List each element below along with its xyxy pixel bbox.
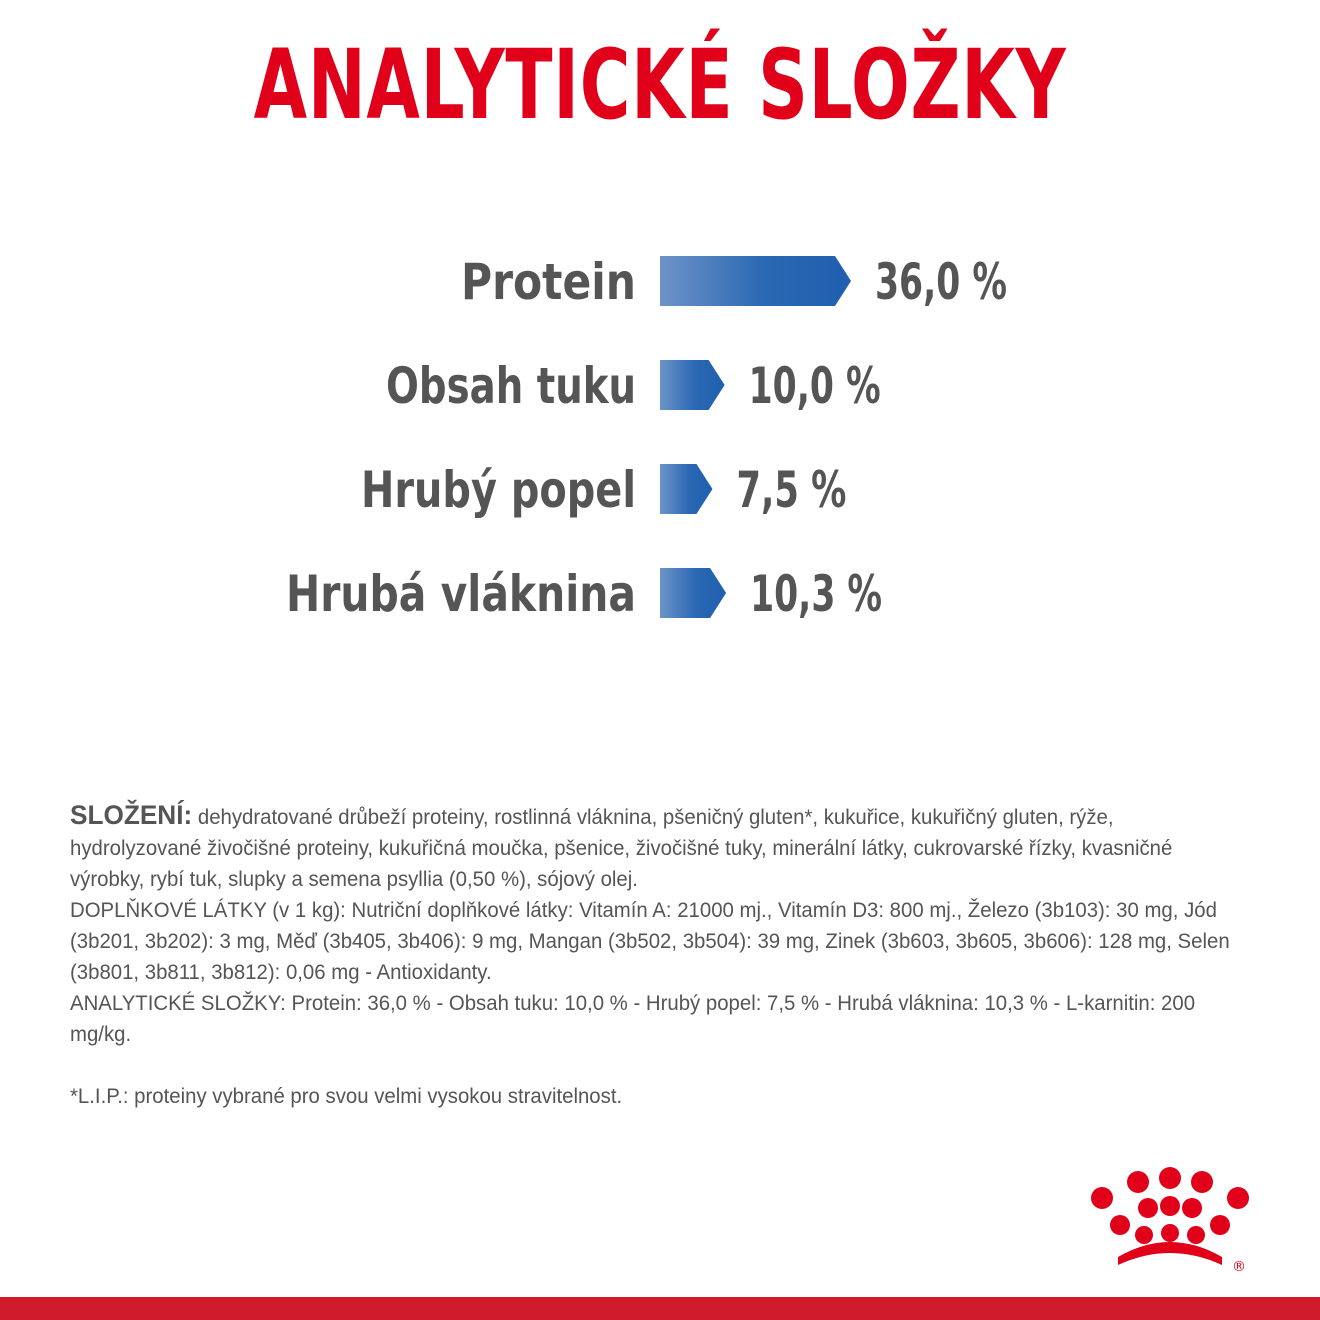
bar-value-label: 10,3 % bbox=[750, 565, 883, 623]
footnote-text: *L.I.P.: proteiny vybrané pro svou velmi vysokou stravitelnost. bbox=[70, 1085, 623, 1108]
ingredients-paragraph bbox=[70, 800, 1234, 895]
crown-icon bbox=[1080, 1165, 1260, 1275]
bar bbox=[660, 256, 851, 306]
bar-value-label: 36,0 % bbox=[875, 253, 1007, 311]
bar-label: Hrubá vláknina bbox=[286, 565, 636, 623]
page-title: ANALYTICKÉ SLOŽKY bbox=[253, 29, 1067, 141]
bar bbox=[660, 464, 712, 514]
composition-block bbox=[70, 800, 1234, 1112]
bar-label: Hrubý popel bbox=[361, 461, 636, 519]
bottom-bar bbox=[0, 1297, 1320, 1320]
bar-label: Obsah tuku bbox=[386, 357, 636, 415]
bar-value-label: 7,5 % bbox=[736, 461, 847, 519]
bar-label: Protein bbox=[461, 253, 636, 311]
additives-text: DOPLŇKOVÉ LÁTKY (v 1 kg): Nutriční doplňkové látky: Vitamín A: 21000 mj., Vitamín D3: 800 mj., Železo (3b103): 30 mg, Jód (3b201, 3b202): 3 mg, Měď (3b405, 3b406): 9 mg, Mangan (3b502, 3b504): 39 mg, Zinek (3b603, 3b605, 3b606): 128 mg, Selen (3b801, 3b811, 3b812): 0,06 mg - Antioxidanty. bbox=[70, 899, 1230, 984]
bar-value-label: 10,0 % bbox=[748, 357, 881, 415]
bar bbox=[660, 568, 726, 618]
registered-mark: ® bbox=[1232, 1259, 1246, 1275]
ingredients-text: dehydratované drůbeží proteiny, rostlinná vláknina, pšeničný gluten*, kukuřice, kukuřičný gluten, rýže, hydrolyzované živočišné proteiny, kukuřičná moučka, pšenice, živočišné tuky, minerální látky, cukrovarské řízky, kvasničné výrobky, rybí tuk, slupky a semena psyllia (0,50 %), sójový olej. bbox=[70, 806, 1173, 891]
analytic-bar-chart bbox=[0, 230, 1320, 660]
analytical-text: ANALYTICKÉ SLOŽKY: Protein: 36,0 % - Obsah tuku: 10,0 % - Hrubý popel: 7,5 % - Hrubá vláknina: 10,3 % - L-karnitin: 200 mg/kg. bbox=[70, 992, 1196, 1046]
bar bbox=[660, 360, 725, 410]
composition-lead: SLOŽENÍ: bbox=[70, 800, 193, 830]
